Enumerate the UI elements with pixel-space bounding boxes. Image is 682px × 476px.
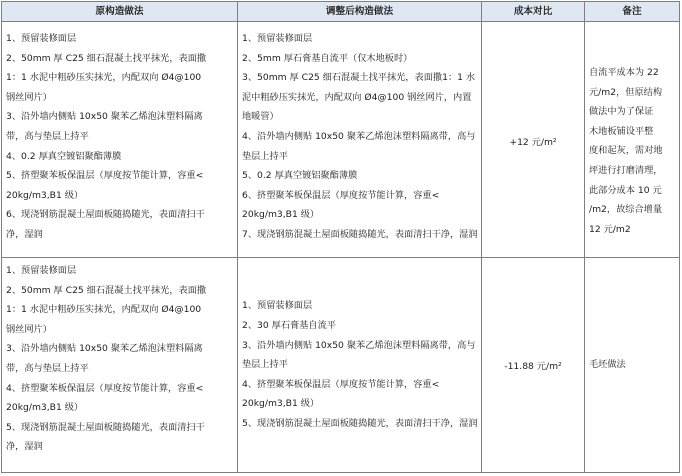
- adjusted-step: 3、沿外墙内侧贴 10x50 聚苯乙烯泡沫塑料隔离带，高与: [242, 339, 476, 351]
- original-step: 1：1 水泥中粗砂压实抹光，内配双向 Ø4@100: [6, 304, 202, 316]
- original-step: 6、现浇钢筋混凝土屋面板随捣随光，表面清扫干: [6, 209, 205, 221]
- cell-cost-comparison: [482, 22, 585, 258]
- original-step: 2、50mm 厚 C25 细石混凝土找平抹光，表面撒: [6, 284, 207, 296]
- cell-original-method: [2, 22, 238, 258]
- header-original-method: 原构造做法: [2, 2, 238, 22]
- original-step: 1：1 水泥中粗砂压实抹光，内配双向 Ø4@100: [6, 72, 202, 84]
- adjusted-step: 5、现浇钢筋混凝土屋面板随捣随光，表面清扫干净，湿润: [242, 417, 478, 429]
- original-step: 3、沿外墙内侧贴 10x50 聚苯乙烯泡沫塑料隔离: [6, 343, 203, 355]
- adjusted-step: 5、0.2 厚真空镀铝聚酯薄膜: [242, 170, 358, 182]
- cost-value: -11.88 元/m²: [504, 360, 562, 372]
- remark-line: 自流平成本为 22: [589, 67, 659, 78]
- original-step: 4、0.2 厚真空镀铝聚酯薄膜: [6, 150, 122, 162]
- cell-remarks: [585, 258, 680, 473]
- remark-line: 12 元/m2: [589, 223, 631, 235]
- adjusted-step: 4、挤塑聚苯板保温层（厚度按节能计算，容重<: [242, 378, 440, 390]
- header-cost-comparison: 成本对比: [482, 2, 585, 22]
- original-step: 5、挤塑聚苯板保温层（厚度按节能计算，容重<: [6, 170, 204, 182]
- original-step: 1、预留装修面层: [6, 265, 77, 276]
- original-step: 2、50mm 厚 C25 细石混凝土找平抹光，表面撒: [6, 52, 207, 64]
- remark-line: 坪进行打磨清理，: [589, 164, 663, 176]
- remark-line: 元/m2，但原结构: [589, 86, 663, 98]
- adjusted-step: 泥中粗砂压实抹光，内配双向 Ø4@100 钢丝网片，内置: [242, 91, 472, 103]
- original-step: 5、现浇钢筋混凝土屋面板随捣随光，表面清扫干: [6, 421, 205, 433]
- original-step: 带，高与垫层上持平: [6, 130, 89, 142]
- remark-line: 木地板铺设平整: [589, 125, 654, 137]
- construction-comparison-table: [1, 1, 680, 473]
- table-row: [2, 258, 680, 473]
- cell-adjusted-method: [238, 258, 482, 473]
- adjusted-step: 3、50mm 厚 C25 细石混凝土找平抹光，表面撒1：1 水: [242, 72, 476, 84]
- remark-line: /m2，故综合增量: [589, 204, 663, 216]
- original-step: 钢丝网片）: [6, 323, 52, 335]
- original-step: 带，高与垫层上持平: [6, 362, 89, 374]
- adjusted-step: 地暖管）: [242, 111, 279, 123]
- adjusted-step: 20kg/m3,B1 级）: [242, 398, 320, 410]
- original-step: 3、沿外墙内侧贴 10x50 聚苯乙烯泡沫塑料隔离: [6, 111, 203, 123]
- adjusted-step: 7、现浇钢筋混凝土屋面板随捣随光，表面清扫干净，湿润: [242, 228, 478, 240]
- adjusted-step: 4、沿外墙内侧贴 10x50 聚苯乙烯泡沫塑料隔离带，高与: [242, 130, 476, 142]
- adjusted-step: 6、挤塑聚苯板保温层（厚度按节能计算，容重<: [242, 189, 440, 201]
- table-row: [2, 22, 680, 258]
- original-step: 1、预留装修面层: [6, 33, 77, 44]
- remark-line: 度和起灰，需对地: [589, 145, 663, 157]
- original-step: 净，湿润: [6, 441, 43, 453]
- original-step: 4、挤塑聚苯板保温层（厚度按节能计算，容重<: [6, 382, 204, 394]
- adjusted-step: 垫层上持平: [242, 150, 288, 162]
- cost-value: +12 元/m²: [509, 137, 557, 149]
- cell-cost-comparison: [482, 258, 585, 473]
- adjusted-step: 2、5mm 厚石膏基自流平（仅木地板时）: [242, 52, 413, 64]
- adjusted-step: 20kg/m3,B1 级）: [242, 209, 320, 221]
- cell-remarks: [585, 22, 680, 258]
- remark-line: 此部分成本 10 元: [589, 184, 662, 196]
- header-remarks: 备注: [585, 2, 680, 22]
- header-adjusted-method: 调整后构造做法: [238, 2, 482, 22]
- cell-adjusted-method: [238, 22, 482, 258]
- adjusted-step: 1、预留装修面层: [242, 300, 313, 312]
- original-step: 20kg/m3,B1 级）: [6, 189, 84, 201]
- original-step: 钢丝网片）: [6, 91, 52, 103]
- table-header-row: [2, 2, 680, 22]
- remark-line: 做法中为了保证: [589, 106, 654, 118]
- cell-original-method: [2, 258, 238, 473]
- remark-line: 毛坯做法: [589, 359, 626, 371]
- adjusted-step: 1、预留装修面层: [242, 33, 313, 44]
- adjusted-step: 2、30 厚石膏基自流平: [242, 320, 336, 332]
- original-step: 净，湿润: [6, 228, 43, 240]
- original-step: 20kg/m3,B1 级）: [6, 402, 84, 414]
- adjusted-step: 垫层上持平: [242, 359, 288, 371]
